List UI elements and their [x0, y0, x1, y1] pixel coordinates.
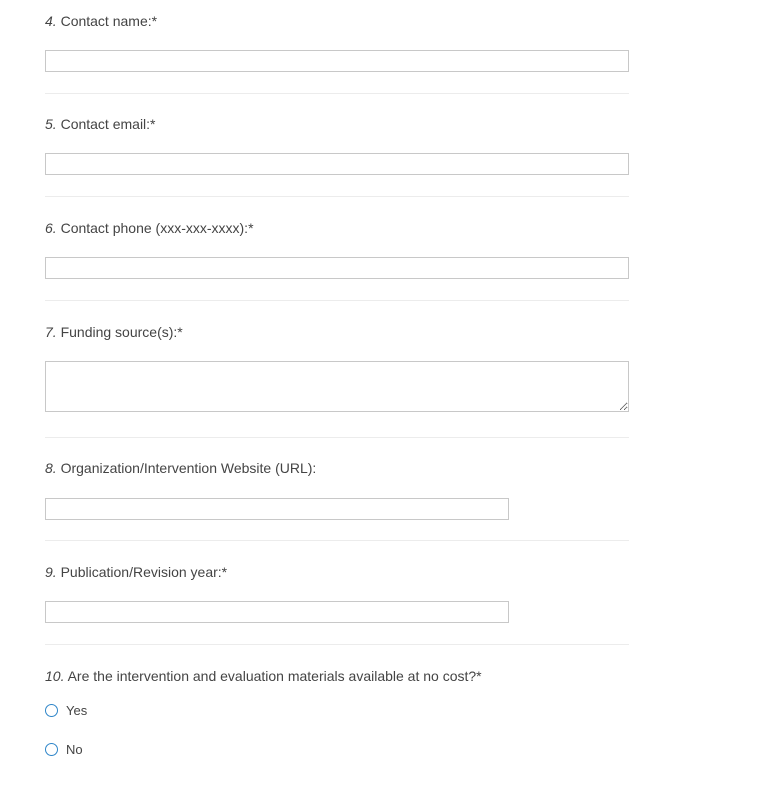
divider: [45, 300, 629, 301]
question-4-number: 4.: [45, 13, 57, 29]
question-6-text: Contact phone (xxx-xxx-xxxx):*: [56, 220, 254, 236]
question-7-number: 7.: [45, 324, 57, 340]
question-7-text: Funding source(s):*: [56, 324, 183, 340]
contact-email-input[interactable]: [45, 153, 629, 175]
radio-option-yes[interactable]: [45, 702, 87, 718]
website-url-input[interactable]: [45, 498, 509, 520]
question-10-label: [45, 668, 482, 684]
question-5-label: [45, 116, 156, 132]
divider: [45, 437, 629, 438]
radio-label-yes[interactable]: Yes: [66, 702, 88, 718]
divider: [45, 93, 629, 94]
question-10-number: 10.: [45, 668, 65, 684]
radio-option-no[interactable]: [45, 741, 83, 757]
question-8-text: Organization/Intervention Website (URL):: [56, 460, 317, 476]
question-6-number: 6.: [45, 220, 57, 236]
funding-source-textarea[interactable]: [45, 361, 629, 412]
question-8-label: [45, 460, 316, 476]
question-5-text: Contact email:*: [56, 116, 156, 132]
question-5-number: 5.: [45, 116, 57, 132]
divider: [45, 196, 629, 197]
contact-name-input[interactable]: [45, 50, 629, 72]
radio-button-yes[interactable]: [45, 704, 58, 717]
publication-year-input[interactable]: [45, 601, 509, 623]
divider: [45, 644, 629, 645]
question-9-number: 9.: [45, 564, 57, 580]
radio-label-no[interactable]: No: [66, 741, 83, 757]
question-9-label: [45, 564, 227, 580]
question-4-text: Contact name:*: [56, 13, 158, 29]
question-8-number: 8.: [45, 460, 57, 476]
question-10-text: Are the intervention and evaluation materials available at no cost?*: [64, 668, 482, 684]
question-9-text: Publication/Revision year:*: [56, 564, 228, 580]
divider: [45, 540, 629, 541]
question-6-label: [45, 220, 254, 236]
contact-phone-input[interactable]: [45, 257, 629, 279]
radio-button-no[interactable]: [45, 743, 58, 756]
question-4-label: [45, 13, 157, 29]
question-7-label: [45, 324, 183, 340]
